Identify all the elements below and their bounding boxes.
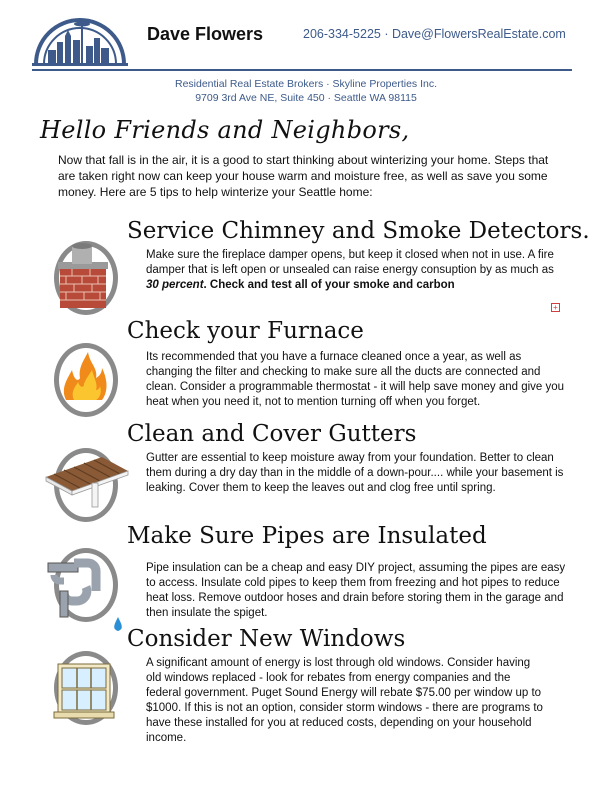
tip-title: Make Sure Pipes are Insulated: [127, 523, 487, 549]
header-divider: [32, 69, 572, 71]
skyline-logo: [32, 10, 128, 66]
brokerage-line-1: Residential Real Estate Brokers · Skyline Properties Inc.: [174, 78, 438, 90]
chimney-icon: [46, 236, 126, 316]
window-icon: [46, 646, 126, 726]
tip-text: Its recommended that you have a furnace cleaned once a year, as well as changing the filter and checking to make sure all the ducts are connected and clean. Consider a programmable thermostat - it will help save money and give you heat when you need it, not to mention turning off when you forget.: [146, 351, 565, 408]
tip-text-part: . Check and test all of your smoke and carbon: [203, 279, 455, 291]
pipe-icon: [46, 541, 126, 637]
intro-paragraph: Now that fall is in the air, it is a good to start thinking about winterizing your home. Steps that are taken right now can keep your house warm and moisture free, as well as save you some money. Here are 5 tips to help winterize your Seattle home:: [58, 153, 549, 199]
tip-text: Gutter are essential to keep moisture away from your foundation. Better to clean them during a dry day than in the middle of a down-pour.... while your basement is leaking. Cover them to keep the leaves out and clog free until spring.: [146, 452, 564, 494]
tip-text: Pipe insulation can be a cheap and easy DIY project, assuming the pipes are easy to access. Insulate cold pipes to keep them from freezing and hot pipes to reduce heat loss. Remove outdoor hoses and drain before storing them in the garage and then insulate the spiget.: [146, 562, 566, 619]
brokerage-info: [0, 77, 612, 105]
tip-text: A significant amount of energy is lost through old windows. Consider having old windows replaced - look for rebates from energy companies and the federal government. Puget Sound Energy will rebate $75.00 per window up to $1000. If this is not an option, consider storm windows - there are programs to have these installed for you at reduced costs, depending on your household income.: [146, 657, 543, 744]
tip-title: Check your Furnace: [127, 318, 364, 344]
flame-icon: [46, 338, 126, 418]
tip-emphasis: 30 percent: [146, 279, 204, 291]
expand-icon[interactable]: +: [551, 303, 560, 312]
tip-text-part: Make sure the fireplace damper opens, but keep it closed when not in use. A fire damper that is left open or unsealed can raise energy consuption by as much as: [146, 249, 554, 276]
tip-title: Consider New Windows: [127, 626, 406, 652]
contact-info: 206-334-5225 · Dave@FlowersRealEstate.com: [303, 27, 566, 41]
tip-title: Clean and Cover Gutters: [127, 421, 417, 447]
greeting: Hello Friends and Neighbors,: [40, 116, 410, 144]
brokerage-address: 9709 3rd Ave NE, Suite 450 · Seattle WA 98115: [195, 92, 417, 104]
tip-text: [146, 248, 556, 293]
agent-name: Dave Flowers: [147, 24, 264, 44]
tip-title: Service Chimney and Smoke Detectors.: [127, 218, 590, 244]
gutter-icon: [42, 443, 130, 523]
